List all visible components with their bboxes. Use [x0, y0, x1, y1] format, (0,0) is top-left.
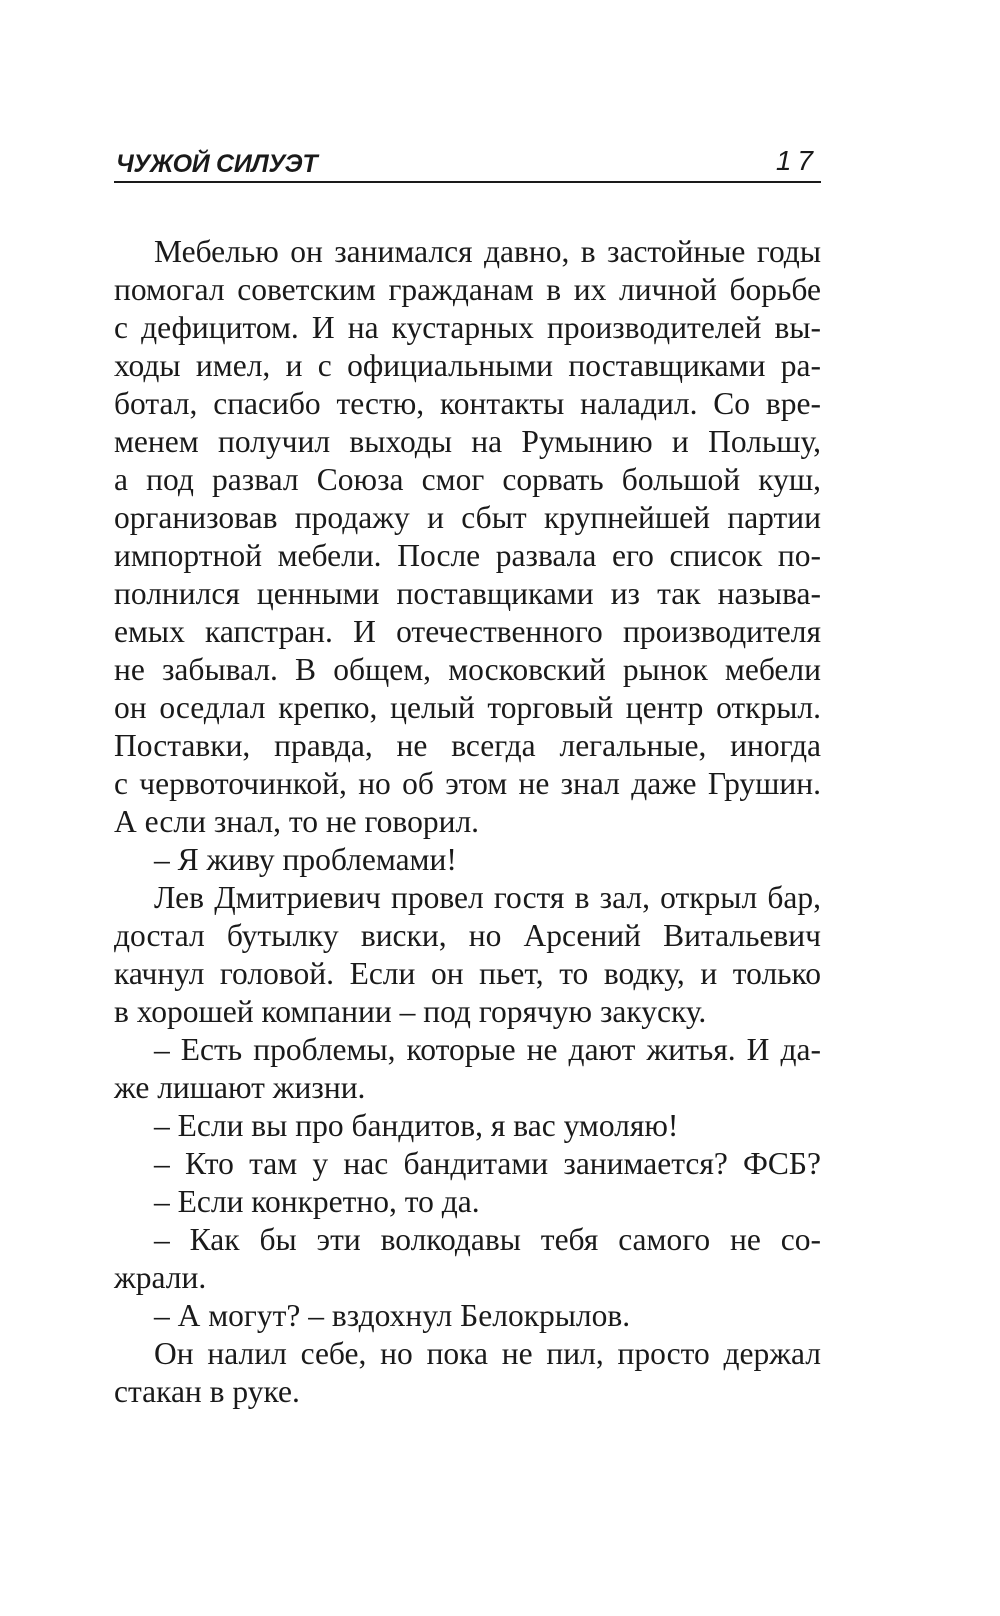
- text-line: менем получил выходы на Румынию и Польшу,: [114, 424, 821, 459]
- text-line: с дефицитом. И на кустарных производителей вы-: [114, 310, 821, 345]
- text-line: стакан в руке.: [114, 1374, 300, 1409]
- text-line: а под развал Союза смог сорвать большой куш,: [114, 462, 821, 497]
- text-line: ботал, спасибо тестю, контакты наладил. Со вре-: [114, 386, 821, 421]
- text-line: не забывал. В общем, московский рынок мебели: [114, 652, 821, 687]
- text-line: с червоточинкой, но об этом не знал даже Грушин.: [114, 766, 821, 801]
- dialogue-line: жрали.: [114, 1260, 207, 1295]
- running-header: [114, 141, 821, 183]
- text-line: Он налил себе, но пока не пил, просто держал: [154, 1336, 821, 1371]
- text-line: достал бутылку виски, но Арсений Витальевич: [114, 918, 821, 953]
- text-line: качнул головой. Если он пьет, то водку, и только: [114, 956, 821, 991]
- dialogue-line: – Есть проблемы, которые не дают житья. И да-: [154, 1032, 821, 1067]
- page-number: 17: [775, 145, 819, 176]
- text-line: емых капстран. И отечественного производителя: [114, 614, 821, 649]
- dialogue-line: – Кто там у нас бандитами занимается? ФСБ?: [154, 1146, 821, 1181]
- text-line: полнился ценными поставщиками из так называ-: [114, 576, 821, 611]
- dialogue-line: же лишают жизни.: [114, 1070, 366, 1105]
- text-line: в хорошей компании – под горячую закуску.: [114, 994, 707, 1029]
- text-line: организовав продажу и сбыт крупнейшей партии: [114, 500, 821, 535]
- text-line: Лев Дмитриевич провел гостя в зал, открыл бар,: [154, 880, 821, 915]
- text-line: Поставки, правда, не всегда легальные, иногда: [114, 728, 821, 763]
- text-line: ходы имел, и с официальными поставщиками ра-: [114, 348, 821, 383]
- book-title: ЧУЖОЙ СИЛУЭТ: [116, 150, 318, 178]
- body-text: [114, 233, 821, 1411]
- dialogue-line: – Я живу проблемами!: [154, 842, 457, 877]
- text-line: импортной мебели. После развала его список по-: [114, 538, 821, 573]
- dialogue-line: – А могут? – вздохнул Белокрылов.: [154, 1298, 631, 1333]
- text-line: Мебелью он занимался давно, в застойные годы: [154, 234, 821, 269]
- dialogue-line: – Если вы про бандитов, я вас умоляю!: [154, 1108, 679, 1143]
- dialogue-line: – Как бы эти волкодавы тебя самого не со-: [154, 1222, 821, 1257]
- dialogue-line: – Если конкретно, то да.: [154, 1184, 480, 1219]
- text-line: он оседлал крепко, целый торговый центр открыл.: [114, 690, 821, 725]
- text-line: помогал советским гражданам в их личной борьбе: [114, 272, 821, 307]
- book-page: [114, 0, 821, 1616]
- text-line: А если знал, то не говорил.: [114, 804, 480, 839]
